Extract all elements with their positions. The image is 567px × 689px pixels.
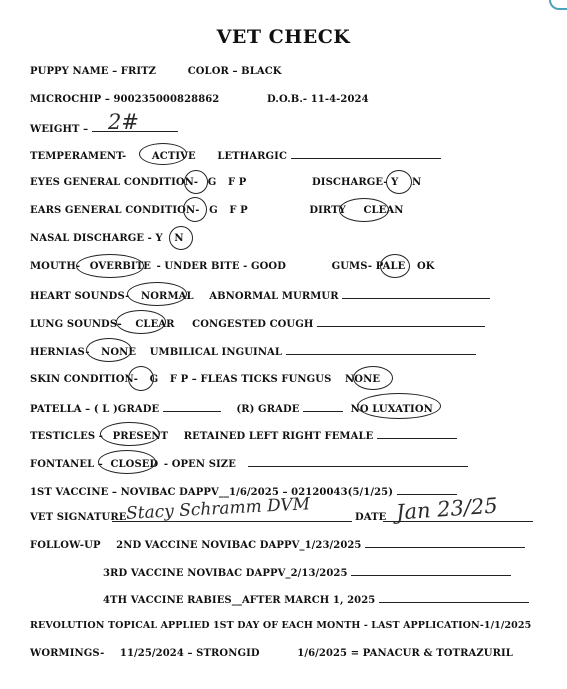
lung-label: LUNG SOUNDS- [30,319,122,330]
heart-row [30,289,490,302]
lung-row [30,317,485,330]
eyes-label: EYES GENERAL CONDITION- [30,177,199,188]
circle-mark-eyes-g [184,170,208,194]
circle-mark-present [100,422,160,446]
vaccine-4-row [103,593,529,606]
patella-right-blank [303,402,343,412]
hernias-rest: UMBILICAL INGUINAL [149,347,283,358]
revolution-text: REVOLUTION TOPICAL APPLIED 1ST DAY OF EACH MONTH - LAST APPLICATION-1/1/2025 [30,620,532,631]
vet-signature-handwritten: Stacy Schramm DVM [125,494,311,524]
hernias-none: NONE [101,347,137,358]
wormings-1: 11/25/2024 – STRONGID [119,648,260,659]
eyes-g: G [207,177,217,188]
circle-mark-eyes-n [386,170,412,194]
patella-left-blank [163,402,221,412]
dob: D.O.B.- 11-4-2024 [266,94,369,105]
vaccine-1-row [30,485,457,498]
vaccine-1-blank [397,485,457,495]
vaccine-4-blank [379,593,529,603]
testicles-rest: RETAINED LEFT RIGHT FEMALE [183,431,374,442]
vaccine-2-blank [365,538,525,548]
vaccine-4: 4TH VACCINE RABIES__AFTER MARCH 1, 2025 [103,595,376,606]
corner-decoration [549,0,567,10]
eyes-discharge-label: DISCHARGE- Y [312,177,399,188]
circle-mark-no-luxation [357,393,441,419]
eyes-row [30,177,421,188]
ears-clean: CLEAN [363,205,404,216]
vet-signature-label: VET SIGNATURE [30,512,127,523]
temperament-lethargic: LETHARGIC [217,151,288,162]
puppy-name: PUPPY NAME – FRITZ [30,66,157,77]
skin-label: SKIN CONDITION- [30,374,138,385]
vaccine-2: 2ND VACCINE NOVIBAC DAPPV_1/23/2025 [116,540,362,551]
puppy-color: COLOR – BLACK [187,66,282,77]
weight-handwritten: 2# [108,110,139,134]
circle-mark-skin-none [353,366,393,390]
mouth-overbite: OVERBITE [89,261,151,272]
hernias-label: HERNIAS- [30,347,90,358]
heart-rest: ABNORMAL MURMUR [209,291,339,302]
testicles-present: PRESENT [112,431,169,442]
ears-g: G [209,205,218,216]
nasal-row [30,233,184,244]
nasal-n: N [174,233,184,244]
wormings-2: 1/6/2025 = PANACUR & TOTRAZURIL [297,648,513,659]
circle-mark-active [139,143,187,165]
wormings-row [30,648,513,659]
hernias-blank [286,345,476,355]
fontanel-row [30,457,468,470]
circle-mark-skin-g [128,366,154,391]
mouth-rest: - UNDER BITE - GOOD [156,261,286,272]
circle-mark-ears-clean [339,198,389,222]
date-label: DATE [355,512,387,523]
vaccine-3-blank [351,566,511,576]
eyes-discharge-n: N [411,177,422,188]
skin-rest: F P – FLEAS TICKS FUNGUS [169,374,332,385]
skin-row [30,374,380,385]
fontanel-label: FONTANEL – [30,459,103,470]
ears-dirty: DIRTY [309,205,346,216]
temperament-row [30,149,441,162]
circle-mark-ears-g [183,197,207,222]
gums-ok: OK [416,261,435,272]
patella-no-luxation: NO LUXATION [350,404,433,415]
lung-blank [317,317,485,327]
skin-none: NONE [345,374,381,385]
circle-mark-gums-ok [380,254,410,278]
temperament-label: TEMPERAMENT- [30,151,127,162]
vaccine-3-row [103,566,511,579]
wormings-label: WORMINGS- [30,648,105,659]
heart-normal: NORMAL [141,291,194,302]
document-title: VET CHECK [216,26,351,48]
patella-r: (R) GRADE [236,404,300,415]
microchip: MICROCHIP – 900235000828862 [30,94,220,105]
heart-label: HEART SOUNDS- [30,291,130,302]
puppy-name-row [30,66,282,77]
fontanel-closed: CLOSED [110,459,159,470]
fontanel-blank [248,457,468,467]
testicles-label: TESTICLES - [30,431,103,442]
weight-row [30,122,178,135]
circle-mark-heart-normal [127,282,187,306]
temperament-active: ACTIVE [151,151,196,162]
weight-label: WEIGHT – [30,124,89,135]
testicles-row [30,429,457,442]
followup-row [30,538,525,551]
ears-label: EARS GENERAL CONDITION- [30,205,200,216]
temperament-blank [291,149,441,159]
eyes-fp: F P [228,177,247,188]
circle-mark-overbite [76,254,144,278]
circle-mark-hernias-none [86,338,132,362]
patella-label: PATELLA – ( L )GRADE [30,404,160,415]
lung-clear: CLEAR [135,319,175,330]
nasal-label: NASAL DISCHARGE - Y [30,233,163,244]
circle-mark-closed [98,450,159,474]
date-handwritten: Jan 23/25 [395,493,499,525]
microchip-row [30,94,369,105]
vaccine-1: 1ST VACCINE – NOVIBAC DAPPV__1/6/2025 – 02120043(5/1/25) [30,487,394,498]
revolution-row [30,620,531,631]
ears-fp: F P [229,205,248,216]
skin-g: G [149,374,159,385]
gums-label: GUMS- PALE [331,261,406,272]
vaccine-3: 3RD VACCINE NOVIBAC DAPPV_2/13/2025 [103,568,348,579]
heart-blank [342,289,490,299]
lung-rest: CONGESTED COUGH [192,319,314,330]
testicles-blank [377,429,457,439]
mouth-label: MOUTH- [30,261,81,272]
circle-mark-lung-clear [116,310,166,334]
circle-mark-nasal-n [169,226,193,250]
fontanel-rest: - OPEN SIZE [163,459,236,470]
followup-label: FOLLOW-UP [30,540,101,551]
